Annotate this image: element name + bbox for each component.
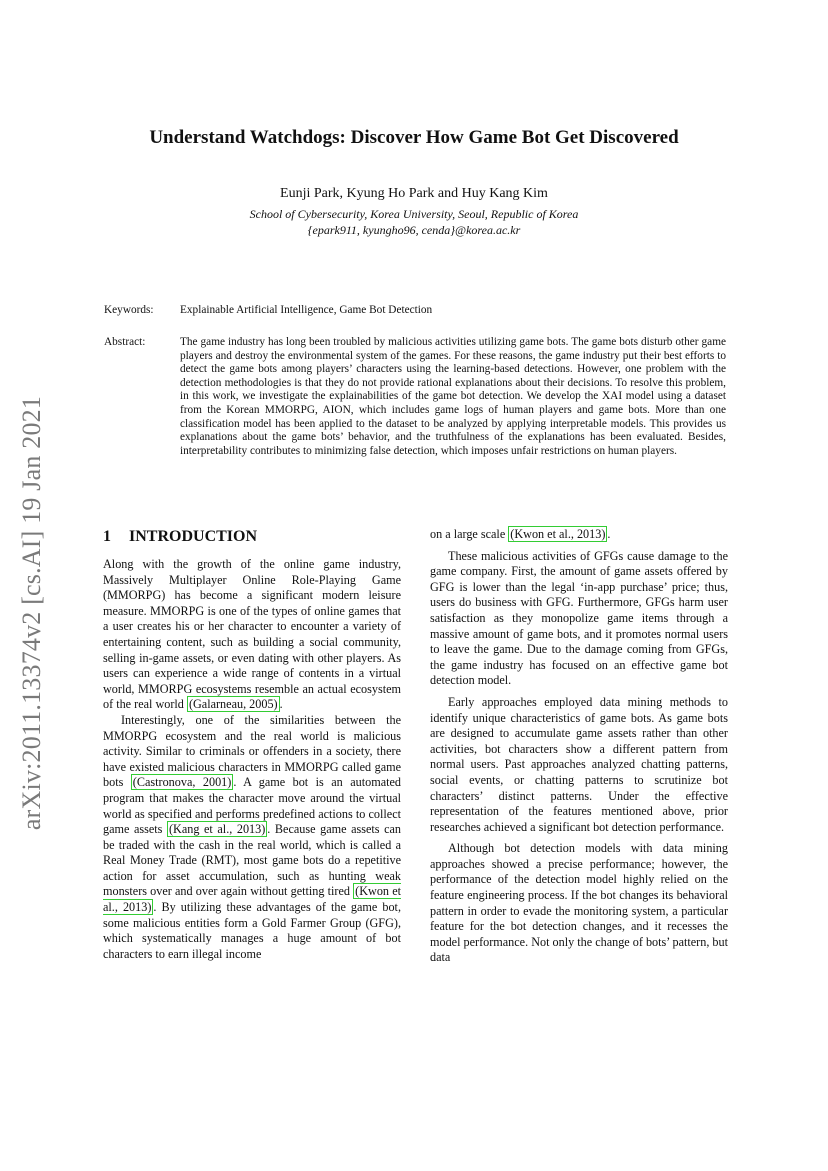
- text-run: . By utilizing these advantages of the game bot, some malicious entities form a Gold Farmer Group (GFG), which systematically manages a huge amount of bot characters to earn illegal income: [103, 900, 401, 961]
- text-run: Interestingly, one of the similarities between the MMORPG ecosystem and the real world is malicious activity. Similar to criminals or offenders in a society, there have existed malicious characters in MMORPG called game bots: [103, 712, 401, 790]
- affiliation: School of Cybersecurity, Korea University, Seoul, Republic of Korea: [249, 207, 579, 221]
- intro-paragraph-continued: [430, 527, 728, 543]
- citation-link[interactable]: (Kang et al., 2013): [168, 822, 266, 837]
- abstract-text: The game industry has long been troubled by malicious activities utilizing game bots. The game bots disturb other game players and destroy the environmental system of the games. For these reasons, the game industry put their best efforts to detect the game bots among players’ characters using the learning-based detections. However, one problem with the detection methodologies is that they do not provide rational explanations about their decisions. To resolve this problem, in this work, we investigate the explainabilities of the game bot detection. We develop the XAI model using a dataset from the Korean MMORPG, AION, which includes game logs of human players and game bots. More than one classification model has been applied to the dataset to be analyzed by applying interpretable models. This provides us explanations about the game bots’ behavior, and the truthfulness of the explanations has been evaluated. Besides, interpretability contributes to minimizing false detection, which imposes unfair restrictions on human players.: [180, 336, 726, 457]
- text-run: Along with the growth of the online game industry, Massively Multiplayer Online Role-Playing Game (MMORPG) has become a significant modern leisure measure. MMORPG is one of the types of online games that a user creates his or her character to encounter a variety of entertaining content, such as building a social community, selling in-game assets, or even dating with other players. As users can experience a wide range of contents in a virtual world, MMORPG ecosystems resemble an actual ecosystem of the real world: [103, 557, 401, 712]
- intro-paragraph-2: [103, 713, 401, 963]
- intro-paragraph-3: These malicious activities of GFGs cause damage to the game company. First, the amount of game assets offered by GFG is lower than the legal ‘in-app purchase’ price; thus, users do business with GFG. Furthermore, GFGs harm user satisfaction as they monopolize game items through a massive amount of game bots, and it promotes normal users to leave the game. Due to the damage coming from GFGs, the game industry has focused on an effective game bot detection model.: [430, 548, 728, 688]
- author-list: Eunji Park, Kyung Ho Park and Huy Kang Kim: [280, 186, 548, 201]
- citation-link[interactable]: (Galarneau, 2005): [188, 697, 278, 712]
- keywords-text: Explainable Artificial Intelligence, Game Bot Detection: [180, 304, 433, 316]
- abstract-row: [104, 336, 726, 458]
- keywords-row: [104, 304, 726, 318]
- left-column: [103, 527, 401, 962]
- text-run: on a large scale: [430, 527, 509, 541]
- citation-link[interactable]: (Kwon et al., 2013): [103, 884, 401, 915]
- keywords-label: Keywords:: [104, 304, 154, 316]
- section-title: INTRODUCTION: [129, 528, 258, 545]
- section-number: 1: [103, 528, 111, 545]
- citation-link[interactable]: (Castronova, 2001): [132, 775, 232, 790]
- text-run: .: [607, 527, 611, 541]
- author-emails: {epark911, kyungho96, cenda}@korea.ac.kr: [307, 223, 521, 237]
- citation-link[interactable]: (Kwon et al., 2013): [510, 527, 606, 541]
- right-column: [430, 527, 728, 966]
- section-heading: [103, 527, 401, 547]
- arxiv-identifier: [8, 378, 56, 848]
- text-run: . Because game assets can be traded with the cash in the real world, which is called a Real Money Trade (RMT), most game bots do a repetitive action for asset accumulation, such as hunting weak monsters over and over again without getting tired: [103, 822, 401, 899]
- intro-paragraph-1: [103, 557, 401, 713]
- intro-paragraph-4: Early approaches employed data mining methods to identify unique characteristics of game bots. As game bots are designed to accumulate game assets rather than other activities, bot characters show a different pattern from normal users. Past approaches analyzed chatting patterns, social events, or chatting patterns to scrutinize bot characters’ distinct patterns. Under the effective representation of the features mentioned above, prior researches achieved a significant bot detection performance.: [430, 694, 728, 834]
- affiliation-block: [60, 206, 768, 238]
- abstract-label: Abstract:: [104, 336, 146, 348]
- text-run: .: [279, 697, 283, 712]
- intro-paragraph-5: Although bot detection models with data mining approaches showed a precise performance; however, the performance of the detection model highly relied on the feature engineering process. If the bot changes its behavioral pattern in order to evade the monitoring system, a particular feature for the bot detection changes, and it recesses the model performance. Not only the change of bots’ pattern, but data: [430, 841, 728, 965]
- text-run: . A game bot is an automated program that makes the character move around the virtual world as specified and performs predefined actions to collect game assets: [103, 775, 401, 837]
- paper-title: Understand Watchdogs: Discover How Game Bot Get Discovered: [149, 127, 679, 148]
- arxiv-identifier-text: arXiv:2011.13374v2 [cs.AI] 19 Jan 2021: [17, 395, 46, 831]
